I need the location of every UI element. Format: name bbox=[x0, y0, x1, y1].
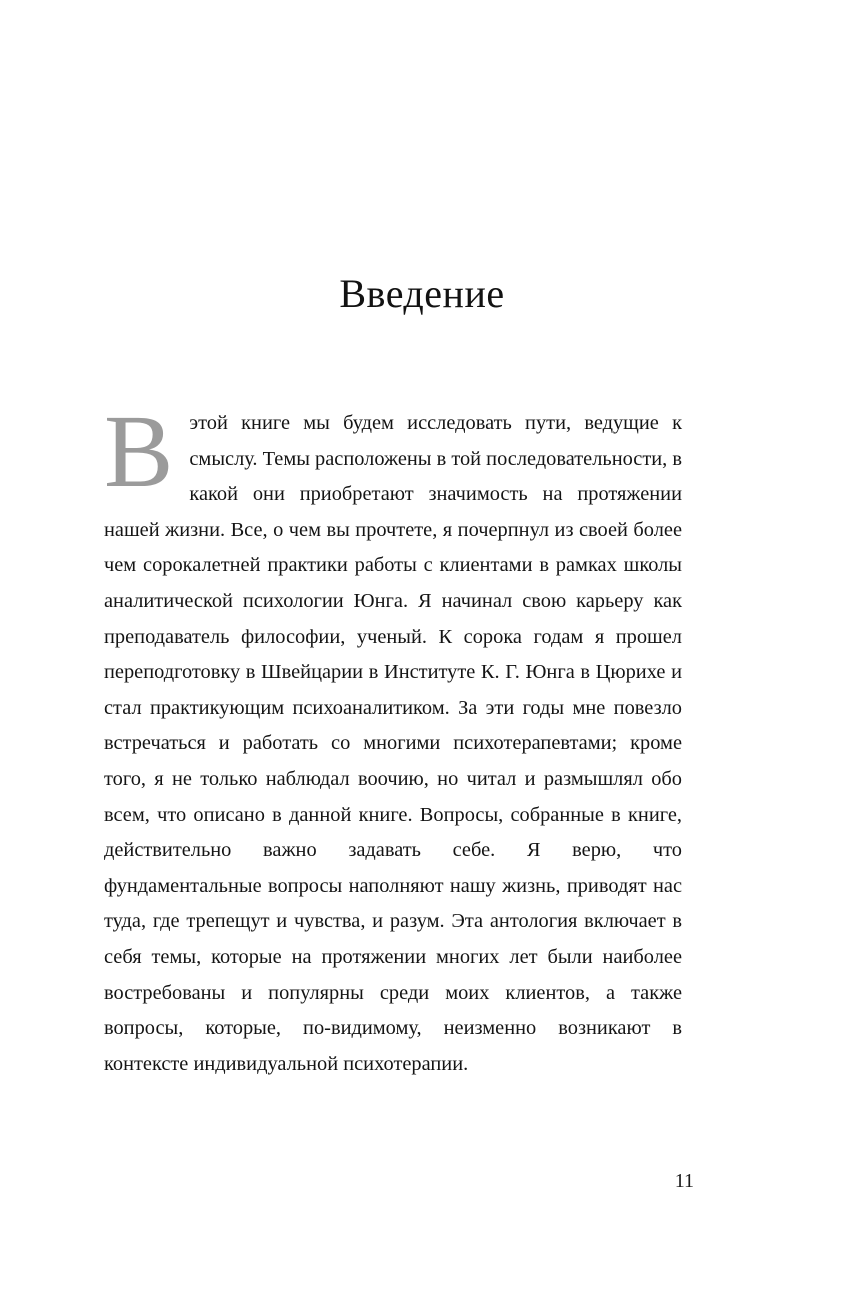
drop-cap: В bbox=[104, 394, 174, 509]
paragraph-text: этой книге мы будем исследовать пути, ведущие к смыслу. Темы расположены в той последовательности, в какой они приобретают значимость на протяжении нашей жизни. Все, о чем вы прочтете, я почерпнул из своей более чем сорокалетней практики работы с клиентами в рамках школы аналитической психологии Юнга. Я начинал свою карьеру как преподаватель философии, ученый. К сорока годам я прошел переподготовку в Швейцарии в Институте К. Г. Юнга в Цюрихе и стал практикующим психоаналитиком. За эти годы мне повезло встречаться и работать со многими психотерапевтами; кроме того, я не только наблюдал воочию, но читал и размышлял обо всем, что описано в данной книге. Вопросы, собранные в книге, действительно важно задавать себе. Я верю, что фундаментальные вопросы наполняют нашу жизнь, приводят нас туда, где трепещут и чувства, и разум. Эта антология включает в себя темы, которые на протяжении многих лет были наиболее востребованы и популярны среди моих клиентов, а также вопросы, которые, по-видимому, неизменно возникают в контексте индивидуальной психотерапии. bbox=[104, 412, 683, 1075]
body-text-block bbox=[104, 394, 683, 1082]
page-number: 11 bbox=[674, 1170, 694, 1192]
page-title: Введение bbox=[339, 270, 505, 316]
body-paragraph bbox=[104, 394, 683, 1082]
